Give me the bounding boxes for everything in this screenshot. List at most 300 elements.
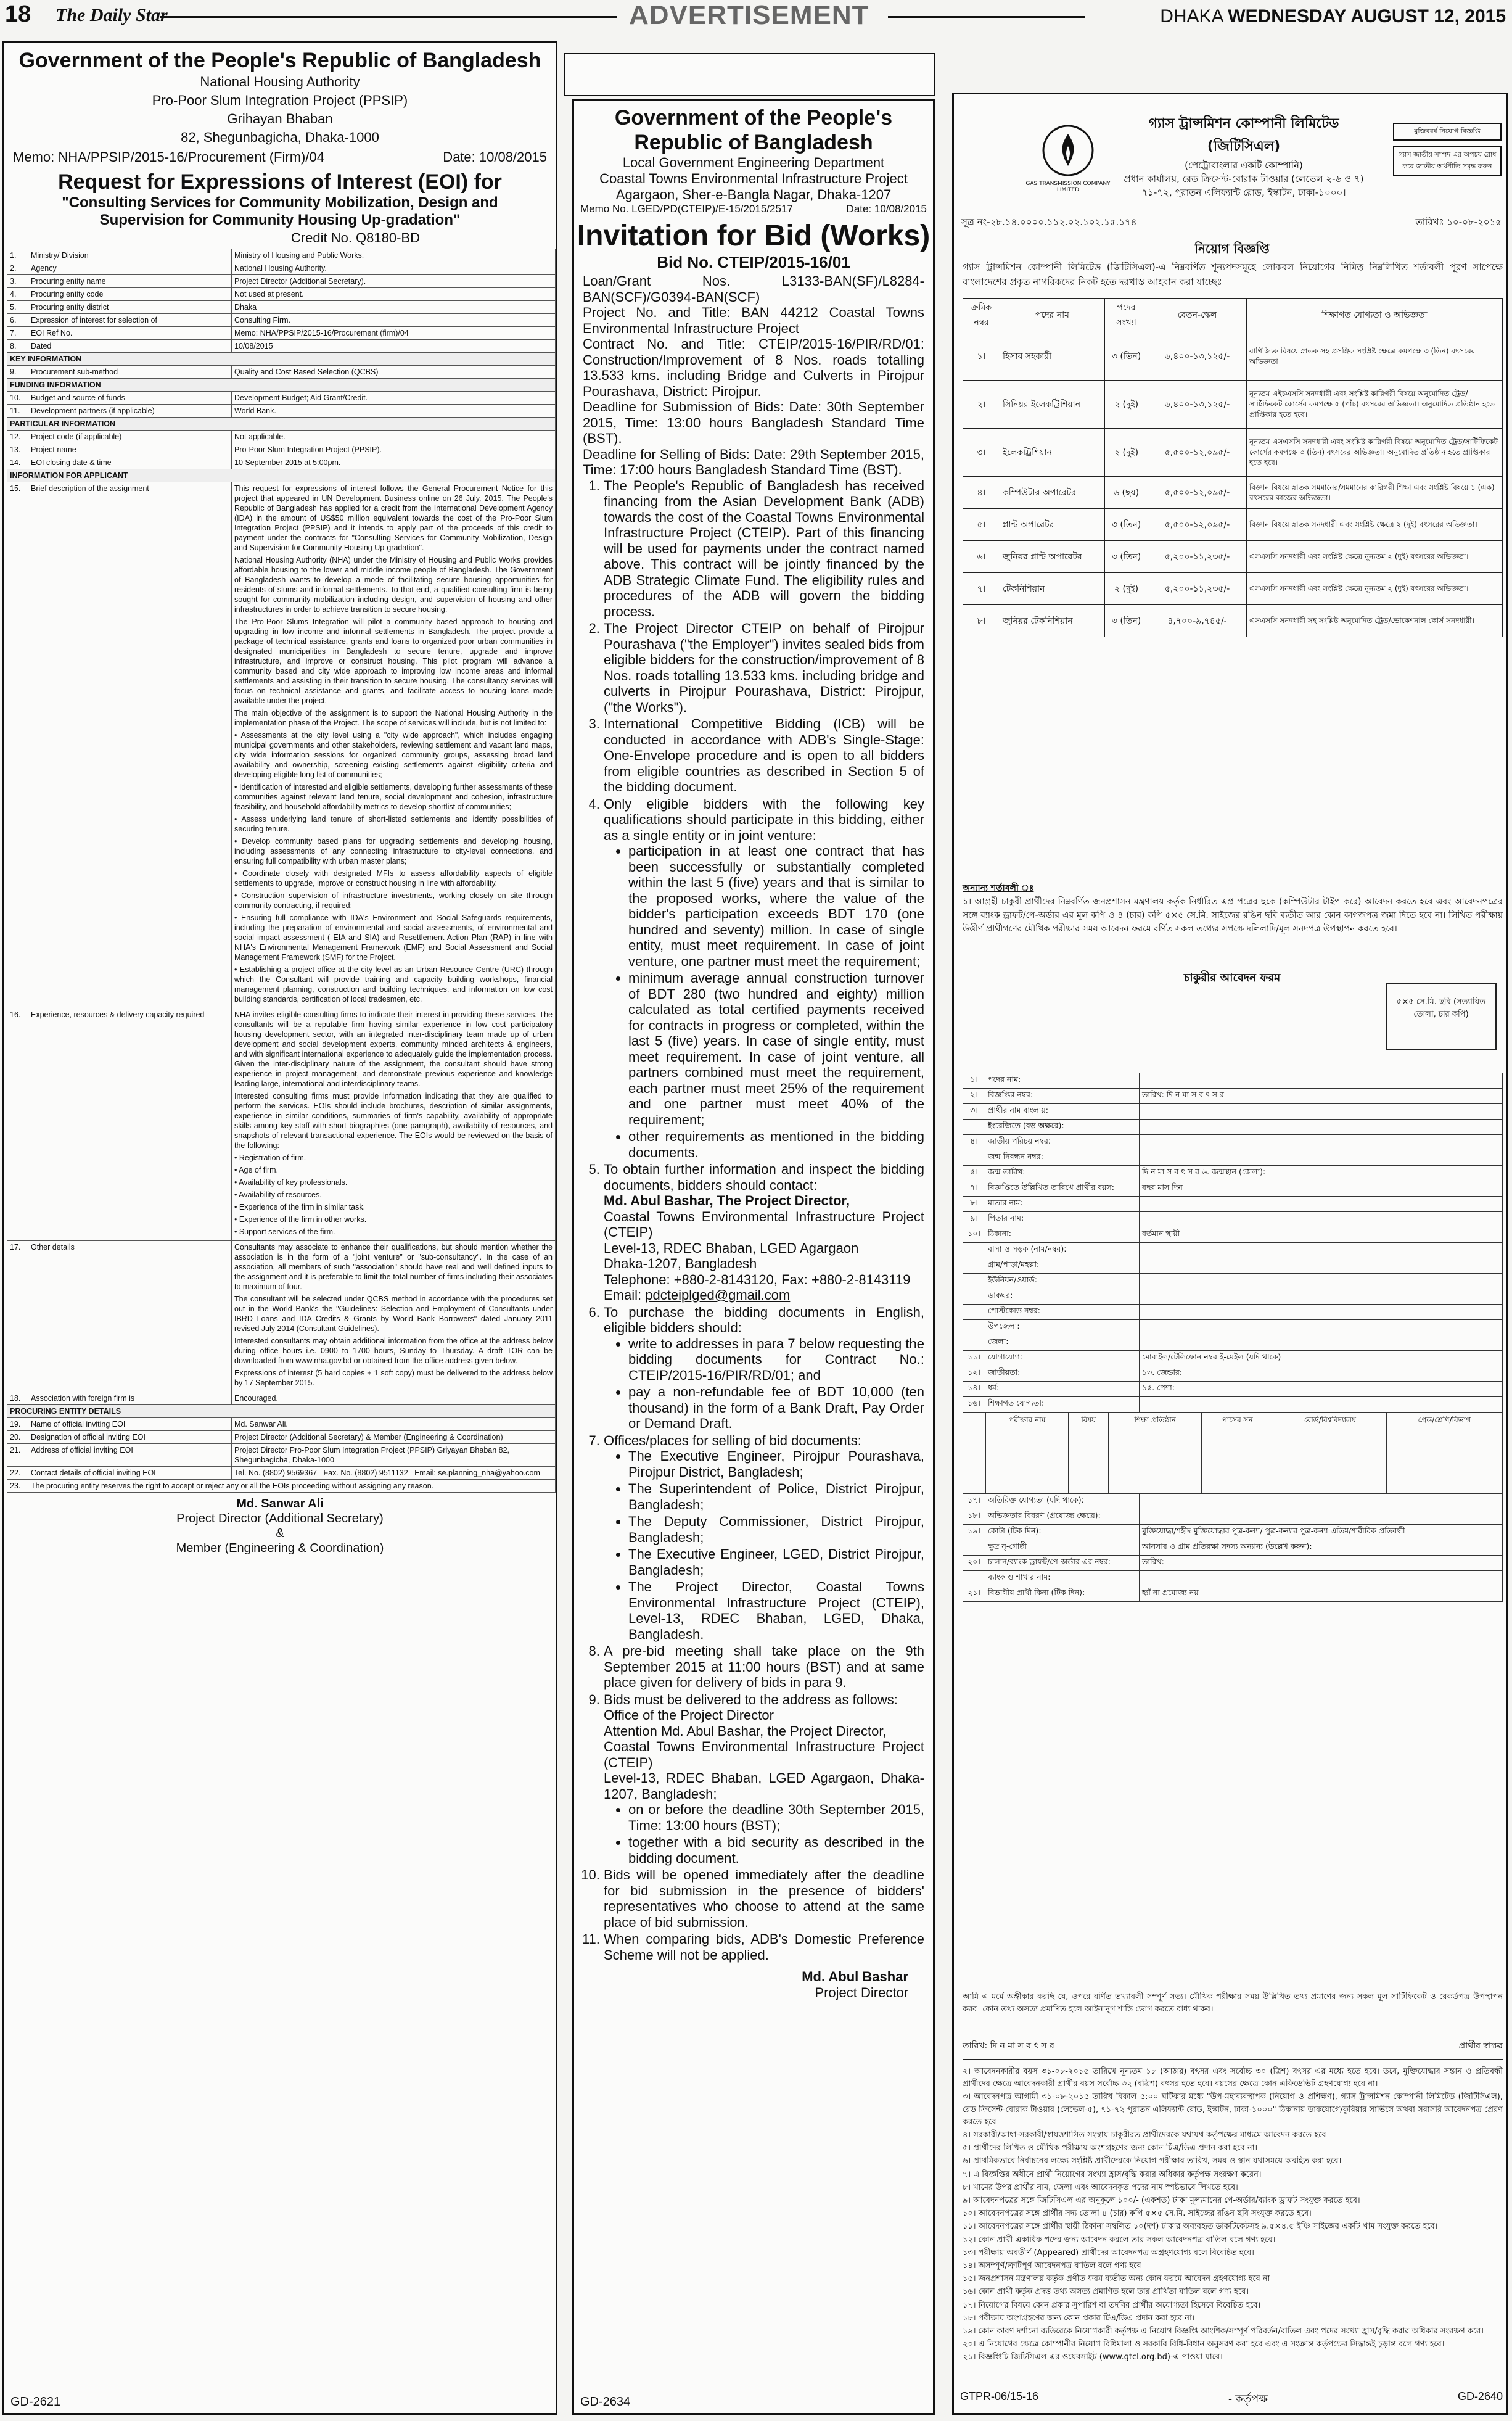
post-serial: ৪।: [963, 477, 1000, 509]
form-row-field[interactable]: [1140, 1509, 1503, 1525]
form-row-field[interactable]: বছর মাস দিন: [1140, 1181, 1503, 1197]
post-qualification: এসএসসি সনদধারী এবং সংশ্লিষ্ট ক্ষেত্রে নূন্যতম ২ (দুই) বৎসরের অভিজ্ঞতা।: [1247, 541, 1503, 573]
form-row-label: বিজ্ঞপ্তিতে উল্লিখিত তারিখে প্রার্থীর বয়স:: [985, 1181, 1140, 1197]
ifb-project: Coastal Towns Environmental Infrastructure Project: [599, 171, 908, 186]
eoi-paragraph: • Age of firm.: [234, 1166, 279, 1174]
form-row-number: [963, 1243, 985, 1258]
gtcl-gtpr-code: GTPR-06/15-16: [960, 2390, 1039, 2402]
ifb-qualification-list: [604, 843, 924, 1160]
section-title: ADVERTISEMENT: [629, 0, 869, 30]
post-count: ৬ (ছয়): [1105, 477, 1148, 509]
post-scale: ৫,২০০-১১,২৩৫/-: [1148, 573, 1247, 605]
post-name: কম্পিউটার অপারেটর: [1000, 477, 1105, 509]
form-row-field[interactable]: [1140, 1305, 1503, 1320]
eoi-row-key: Contact details of official inviting EOI: [28, 1467, 232, 1480]
form-row-field[interactable]: [1140, 1135, 1503, 1150]
gtcl-other-conditions: [963, 881, 1503, 936]
form-row-label: জন্ম তারিখ:: [985, 1166, 1140, 1181]
issue-day-date: WEDNESDAY AUGUST 12, 2015: [1228, 6, 1506, 27]
gtcl-term: ৯। আবেদনপত্রের সঙ্গে জিটিসিএল এর অনুকূলে ১০০/- (একশত) টাকা মূল্যমানের পে-অর্ডার/ব্যাংক ড্রাফট সংযুক্ত করতে হবে।: [963, 2196, 1360, 2206]
eoi-row: [7, 340, 556, 353]
form-row-number: ৩।: [963, 1104, 985, 1120]
form-row-number: [963, 1150, 985, 1166]
eoi-paragraph: This request for expressions of interest follows the General Procurement Notice for this project that appeared in UN Development Business online on 26 July, 2015. The People's Republic of Bangladesh has applied for a credit from the International Development Agency (IDA) in the amount of US$50 million equivalent towards the cost of the Pro-Poor Slum Integration Project (PPSIP) and it intends to apply part of the proceeds of this credit to payment under the contracts for "Consulting Services for Community Mobilization, Design and Supervision for Community Housing Up-gradation".: [234, 484, 553, 552]
ifb-deadline-submission: Deadline for Submission of Bids: Date: 30th September 2015, Time: 13:00 hours Bangladesh Standard Time (BST).: [583, 399, 924, 446]
eoi-paragraph: Consultants may associate to enhance their qualifications, but should mention whether the association is in the form of a "joint venture" or "sub-consultancy". In the case of an association, all members of such "association" should have real and well defined inputs to the assignment and it is preferable to limit the total number of firms including their associates to maximum of four.: [234, 1243, 553, 1291]
gtcl-header: [1114, 113, 1373, 199]
eoi-subtitle: "Consulting Services for Community Mobilization, Design and Supervision for Community Housing Up-gradation": [62, 194, 498, 228]
eoi-row: [7, 314, 556, 327]
post-row: [963, 477, 1503, 509]
gtcl-photo-box: ৫×৫ সে.মি. ছবি (সত্যায়িত তোলা, চার কপি): [1386, 983, 1497, 1050]
form-row-field[interactable]: হ্যাঁ না প্রযোজ্য নয়: [1140, 1586, 1503, 1602]
ifb-date: Date: 10/08/2015: [846, 203, 927, 215]
eoi-row-number: 3.: [7, 275, 28, 288]
form-row-label: ইউনিয়ন/ওয়ার্ড:: [985, 1274, 1140, 1289]
eoi-row-key: Procuring entity code: [28, 288, 232, 301]
ifb-gd-code: GD-2634: [580, 2395, 631, 2409]
edu-col-header: পাসের সন: [1202, 1413, 1273, 1429]
form-row-number: ১১।: [963, 1351, 985, 1366]
ifb-loan: Loan/Grant Nos. L3133-BAN(SF)/L8284-BAN(SCF)/G0394-BAN(SCF): [583, 273, 924, 305]
form-row-field[interactable]: [1140, 1197, 1503, 1212]
gtcl-badge-1: মুজিববর্ষ নিয়োগ বিজ্ঞপ্তি: [1393, 123, 1502, 141]
eoi-section-funding: FUNDING INFORMATION: [7, 379, 556, 392]
gtcl-badge-2: গ্যাস জাতীয় সম্পদ এর অপচয় রোধ করে জাতীয় অর্থনীতি সমৃদ্ধ করুন: [1393, 146, 1502, 176]
eoi-row: [7, 288, 556, 301]
ifb-office-item: • The Deputy Commissioner, District Pirojpur, Bangladesh;: [628, 1514, 924, 1545]
ifb-purchase-item: • write to addresses in para 7 below requesting the bidding documents for Contract No.: CTEIP/2015-16/PIR/RD/01; and: [628, 1336, 924, 1384]
gtcl-term: ১৮। পরীক্ষায় অংশগ্রহণের জন্য কোন প্রকার টিএ/ডিএ প্রদান করা হবে না।: [963, 2313, 1195, 2323]
eoi-email[interactable]: Email: se.planning_nha@yahoo.com: [414, 1469, 540, 1477]
form-row: [963, 1525, 1503, 1540]
page-number: 18: [5, 1, 31, 27]
gtcl-address-1: প্রধান কার্যালয়, রেড ক্রিসেন্ট-বোরাক টাওয়ার (লেভেল ২-৬ ও ৭): [1124, 173, 1364, 184]
eoi-row-value: Quality and Cost Based Selection (QCBS): [232, 366, 556, 379]
form-row-number: ১৯।: [963, 1525, 985, 1540]
eoi-row: [7, 431, 556, 443]
form-row-field[interactable]: [1140, 1397, 1503, 1413]
gtcl-term: ৫। প্রার্থীদের লিখিত ও মৌখিক পরীক্ষায় অংশগ্রহণের জন্য কোন টিএ/ডিএ প্রদান করা হবে না।: [963, 2143, 1258, 2153]
posts-col-count: পদের সংখ্যা: [1105, 299, 1148, 332]
ifb-delivery-address-line: Attention Md. Abul Bashar, the Project Director,: [604, 1723, 887, 1739]
gtcl-term: ২। আবেদনকারীর বয়স ৩১-০৮-২০১৫ তারিখে নূন্যতম ১৮ (আঠার) বৎসর এবং সর্বোচ্চ ৩০ (ত্রিশ) বৎসর এর মধ্যে হতে হবে। তবে, মুক্তিযোদ্ধার সন্তান ও প্রতিবন্ধী প্রার্থীদের ক্ষেত্রে আবেদনকারী প্রার্থীর বয়স সর্বোচ্চ ৩২ (বত্রিশ) বৎসর হতে হবে। বয়সের ক্ষেত্রে কোন এফিডেভিট গ্রহণযোগ্য হবে না।: [963, 2067, 1503, 2089]
gtcl-application-form: [963, 1073, 1503, 1602]
masthead: [0, 0, 1512, 37]
ifb-project-title: Project No. and Title: BAN 44212 Coastal Towns Environmental Infrastructure Project: [583, 305, 924, 336]
form-row-label: অভিজ্ঞতার বিবরণ (প্রযোজ্য ক্ষেত্রে):: [985, 1509, 1140, 1525]
ifb-delivery-address-line: Office of the Project Director: [604, 1707, 774, 1723]
form-row-label: অতিরিক্ত যোগ্যতা (যদি থাকে):: [985, 1494, 1140, 1509]
masthead-rule-left: [160, 16, 617, 18]
form-row-number: [963, 1305, 985, 1320]
form-row-field[interactable]: [1140, 1243, 1503, 1258]
gtcl-term: ১৫। জনপ্রশাসন মন্ত্রণালয় কর্তৃক প্রণীত ফরম ব্যতীত অন্য কোন ফরমে আবেদন গ্রহণযোগ্য হবে না।: [963, 2274, 1273, 2284]
form-row-field[interactable]: ১৫. পেশা:: [1140, 1382, 1503, 1397]
post-serial: ৬।: [963, 541, 1000, 573]
form-row-number: ৯।: [963, 1212, 985, 1227]
eoi-paragraph: NHA invites eligible consulting firms to indicate their interest in providing these services. The consultants will be a reputable firm having similar experience in low cost participatory housing development sector, with an integrated inter-disciplinary team made up of urban development and social development experts, community minded architects & engineers, and with significant international experience to adequately guide the implementation process. Given the inter-disciplinary nature of the assignment, the consultant should have strong experience in project management, and demonstrate previous experience and knowledge leading large, international and interdisciplinary teams.: [234, 1010, 553, 1088]
post-qualification: বাণিজ্যিক বিষয়ে স্নাতক সহ প্রসঙ্গিক সংশ্লিষ্ট ক্ষেত্রে কমপক্ষে ৩ (তিন) বৎসরের অভিজ্ঞতা।: [1247, 332, 1503, 381]
post-row: [963, 541, 1503, 573]
eoi-sign-designation-1: Project Director (Additional Secretary): [176, 1512, 384, 1525]
form-row-field[interactable]: মুক্তিযোদ্ধা/শহীদ মুক্তিযোদ্ধার পুত্র-কন্যা/ পুত্র-কন্যার পুত্র-কন্যা এতিম/শারীরিক প্রতিবন্ধী: [1140, 1525, 1503, 1540]
eoi-row-key: Project code (if applicable): [28, 431, 232, 443]
form-row-number: ২০।: [963, 1556, 985, 1571]
eoi-row-number: 17.: [7, 1241, 28, 1392]
form-row-field[interactable]: তারিখ: দি ন মা স ব ৎ স র: [1140, 1089, 1503, 1104]
edu-header: [986, 1413, 1502, 1429]
post-name: ইলেকট্রিশিয়ান: [1000, 429, 1105, 477]
post-serial: ৭।: [963, 573, 1000, 605]
form-row: [963, 1351, 1503, 1366]
ifb-contact-lines: [604, 1209, 924, 1288]
eoi-paragraph: Interested consulting firms must provide information indicating that they are qualified to perform the services. EOIs should include brochures, description of similar assignments, experience in similar conditions, summaries of firm's capability, availability of appropriate skills among key staff with short biographies (one paragraph), availability of resources, and snapshots of relevant transactional experience. The EOIs would be reviewed on the basis of the following:: [234, 1092, 553, 1150]
gtcl-posts-header: [963, 299, 1503, 332]
gtcl-other-title: অন্যান্য শর্তাবলী ঃ: [963, 883, 1034, 893]
form-row-field[interactable]: [1140, 1258, 1503, 1274]
gtcl-intro: গ্যাস ট্রান্সমিশন কোম্পানী লিমিটেড (জিটিসিএল)-এ নিম্নবর্ণিত শূন্যপদসমূহে লোকবল নিয়োগের নিমিত্ত নিম্নলিখিত শর্তাবলী পূরণ সাপেক্ষে বাংলাদেশের প্রকৃত নাগরিকদের নিকট হতে দরখাস্ত আহবান করা যাচ্ছেঃ: [963, 262, 1503, 287]
eoi-tel: Tel. No. (8802) 9569367: [234, 1469, 318, 1477]
form-row-field[interactable]: [1140, 1104, 1503, 1120]
gtcl-term: ১৬। কোন প্রার্থী কর্তৃক প্রদত্ত তথ্য অসত্য প্রমাণিত হলে তার প্রার্থিতা বাতিল বলে গণ্য হবে।: [963, 2287, 1249, 2297]
form-row-field[interactable]: [1140, 1320, 1503, 1335]
post-name: প্লান্ট অপারেটর: [1000, 509, 1105, 541]
post-qualification: এসএসসি সনদধারী সহ সংশ্লিষ্ট অনুমোদিত ট্রেড/ভোকেশনাল কোর্স সনদধারী।: [1247, 605, 1503, 637]
eoi-other-details: [232, 1241, 556, 1392]
form-row: [963, 1073, 1503, 1089]
gtcl-term: ২০। এ নিয়োগের ক্ষেত্রে কোম্পানীর নিয়োগ বিধিমালা ও সরকারি বিধি-বিধান অনুসরণ করা হবে এবং এ সংক্রান্ত কর্তৃপক্ষের সিদ্ধান্তই চূড়ান্ত বলে গণ্য হবে।: [963, 2340, 1445, 2349]
post-qualification: বিজ্ঞান বিষয়ে স্নাতক সনদধারী এবং সংশ্লিষ্ট ক্ষেত্রে ২ (দুই) বৎসরের অভিজ্ঞতা।: [1247, 509, 1503, 541]
ifb-memo-row: [574, 203, 933, 215]
post-scale: ৪,৭০০-৯,৭৪৫/-: [1148, 605, 1247, 637]
eoi-paragraph: • Experience of the firm in similar task.: [234, 1203, 366, 1211]
gtcl-term: ১৪। অসম্পূর্ণ/ত্রুটিপূর্ণ আবেদনপত্র বাতিল বলে গণ্য হবে।: [963, 2261, 1144, 2271]
eoi-row-number: 10.: [7, 392, 28, 405]
gtcl-term: ৭। এ বিজ্ঞপ্তির অধীনে প্রার্থী নিয়োগের সংখ্যা হ্রাস/বৃদ্ধি করার অধিকার কর্তৃপক্ষ সংরক্ষণ করেন।: [963, 2169, 1262, 2179]
eoi-paragraph: • Assess underlying land tenure of short-listed settlements and identify possibilities of securing tenure.: [234, 815, 553, 833]
eoi-row: [7, 327, 556, 340]
post-name: টেকনিশিয়ান: [1000, 573, 1105, 605]
form-row: [963, 1227, 1503, 1243]
post-count: ২ (দুই): [1105, 381, 1148, 429]
ifb-email-row: [604, 1287, 924, 1303]
gtcl-term: ১৩। পরীক্ষায় অবতীর্ণ (Appeared) প্রার্থীদের আবেদনপত্র অগ্রহণযোগ্য বলে বিবেচিত হবে।: [963, 2248, 1254, 2258]
eoi-row-key: Association with foreign firm is: [28, 1392, 232, 1405]
ifb-clause-4-text: Only eligible bidders with the following key qualifications should participate in this bidding, either as a single entity or in joint venture:: [604, 796, 924, 843]
form-row-label: ধর্ম:: [985, 1382, 1140, 1397]
ifb-header: [574, 101, 933, 203]
form-row: [963, 1509, 1503, 1525]
form-row-number: [963, 1320, 985, 1335]
eoi-row: [7, 275, 556, 288]
eoi-row-15: [7, 482, 556, 1008]
ifb-advertisement: [572, 99, 935, 2415]
eoi-row-number: 2.: [7, 262, 28, 275]
ifb-sign-name: Md. Abul Bashar: [802, 1969, 908, 1984]
ifb-title-block: [574, 219, 933, 272]
form-row: [963, 1397, 1503, 1413]
eoi-section-particular: PARTICULAR INFORMATION: [7, 418, 556, 431]
form-row-field[interactable]: [1140, 1289, 1503, 1305]
gtcl-company: গ্যাস ট্রান্সমিশন কোম্পানী লিমিটেড (জিটিসিএল): [1148, 116, 1339, 154]
edu-col-header: বোর্ড/বিশ্ববিদ্যালয়: [1273, 1413, 1387, 1429]
form-row: [963, 1335, 1503, 1351]
form-row-number: ১৮।: [963, 1509, 985, 1525]
gtcl-logo-caption: GAS TRANSMISSION COMPANY LIMITED: [1025, 181, 1111, 193]
ifb-clause-5-text: To obtain further information and inspect the bidding documents, bidders should contact:: [604, 1161, 924, 1193]
eoi-row: [7, 443, 556, 456]
eoi-experience-description: [232, 1008, 556, 1241]
form-row-label: বিভাগীয় প্রার্থী কিনা (টিক দিন):: [985, 1586, 1140, 1602]
eoi-row-key: EOI closing date & time: [28, 456, 232, 469]
form-row-number: ৫।: [963, 1166, 985, 1181]
eoi-assignment-description: [232, 482, 556, 1008]
form-row-label: ক্ষুদ্র নৃ-গোষ্ঠী: [985, 1540, 1140, 1556]
form-row-field[interactable]: তারিখ:: [1140, 1556, 1503, 1571]
eoi-paragraph: Expressions of interest (5 hard copies + 1 soft copy) must be delivered to the address below by 17 September 2015.: [234, 1369, 553, 1387]
form-row-field[interactable]: [1140, 1571, 1503, 1586]
form-row-field[interactable]: [1140, 1212, 1503, 1227]
gtcl-term: ১৭। নিয়োগের বিষয়ে কোন প্রকার সুপারিশ বা তদবির প্রার্থীর অযোগ্যতা হিসেবে বিবেচিত হবে।: [963, 2300, 1261, 2310]
ifb-clause-10: 10. Bids will be opened immediately after the deadline for bid submission in the presence of bidders' representatives who choose to attend at the same place of bid submission.: [604, 1867, 924, 1930]
form-row: [963, 1104, 1503, 1120]
ifb-title: Invitation for Bid (Works): [577, 220, 931, 252]
ifb-email-label: Email:: [604, 1287, 646, 1303]
form-row-field[interactable]: বর্তমান স্থায়ী: [1140, 1227, 1503, 1243]
form-row: [963, 1166, 1503, 1181]
eoi-row-key: Project name: [28, 443, 232, 456]
form-row: [963, 1120, 1503, 1135]
eoi-credit: Credit No. Q8180-BD: [290, 230, 420, 245]
form-row-label: জন্ম নিবন্ধন নম্বর:: [985, 1150, 1140, 1166]
form-row-field[interactable]: আনসার ও গ্রাম প্রতিরক্ষা সদস্য অন্যান্য (উল্লেখ করুন):: [1140, 1540, 1503, 1556]
eoi-row: [7, 301, 556, 314]
post-count: ৩ (তিন): [1105, 605, 1148, 637]
eoi-sign-ampersand: &: [276, 1527, 284, 1540]
newspaper-name: The Daily Star: [55, 5, 168, 25]
gtcl-sig-date: তারিখ: দি ন মা স ব ৎ স র: [963, 2041, 1054, 2051]
eoi-row-key: Agency: [28, 262, 232, 275]
post-count: ৩ (তিন): [1105, 509, 1148, 541]
form-row-field[interactable]: [1140, 1120, 1503, 1135]
post-qualification: নূন্যতম এইচএসসি সনদধারী এবং সংশ্লিষ্ট কারিগরী বিষয়ে অনুমোদিত ট্রেড/সার্টিফিকেট কোর্সের কমপক্ষে ৫ (পাঁচ) বৎসরের অভিজ্ঞতা। অনুমোদিত প্রতিষ্ঠান হতে প্রাপ্তিকার হতে হবে।: [1247, 381, 1503, 429]
eoi-memo-row: [4, 147, 556, 168]
form-row-label: চালান/ব্যাংক ড্রাফট/পে-অর্ডার এর নম্বর:: [985, 1556, 1140, 1571]
eoi-row-value: Project Director (Additional Secretary).: [232, 275, 556, 288]
ifb-contract: Contract No. and Title: CTEIP/2015-16/PIR/RD/01: Construction/Improvement of 8 Nos. roads totalling 13.533 kms. including Bridge and Culverts in Pirojpur Pourashava, District: Pirojpur.: [583, 336, 924, 399]
eoi-date: Date: 10/08/2015: [443, 149, 547, 165]
gtcl-notice-title: নিয়োগ বিজ্ঞপ্তি: [1194, 241, 1270, 256]
post-row: [963, 381, 1503, 429]
ifb-clause-5: [604, 1161, 924, 1303]
post-count: ৩ (তিন): [1105, 541, 1148, 573]
form-row: [963, 1494, 1503, 1509]
form-row-label: শিক্ষাগত যোগ্যতা:: [985, 1397, 1140, 1413]
eoi-advertisement: [2, 41, 557, 2415]
form-row: [963, 1089, 1503, 1104]
eoi-row-value: Project Director (Additional Secretary) & Member (Engineering & Coordination): [232, 1431, 556, 1444]
form-row: [963, 1150, 1503, 1166]
eoi-row-number: 16.: [7, 1008, 28, 1241]
eoi-row-22: [7, 1467, 556, 1480]
eoi-address: 82, Shegunbagicha, Dhaka-1000: [181, 130, 379, 145]
form-row: [963, 1289, 1503, 1305]
eoi-row-number: 18.: [7, 1392, 28, 1405]
eoi-row-value: World Bank.: [232, 405, 556, 418]
ifb-qualification-item: • minimum average annual construction turnover of BDT 280 (two hundred and eighty) million calculated as total certified payments received for contracts in progress or completed, within the last 5 (five) years. In case of single entity, must meet requirement. In case of joint venture, all partners combined must meet the requirement, each partner must meet 25% of the requirement and one partner must meet 40% of the requirement;: [628, 970, 924, 1128]
form-row-number: ১৪।: [963, 1382, 985, 1397]
ifb-purchase-list: [604, 1336, 924, 1432]
ifb-clause-11: 11. When comparing bids, ADB's Domestic Preference Scheme will not be applied.: [604, 1931, 924, 1963]
eoi-paragraph: • Support services of the firm.: [234, 1227, 335, 1236]
eoi-row-key: Other details: [28, 1241, 232, 1392]
eoi-memo: Memo: NHA/PPSIP/2015-16/Procurement (Firm)/04: [13, 149, 324, 165]
ifb-clause-2: 2. The Project Director CTEIP on behalf of Pirojpur Pourashava ("the Employer") invites sealed bids from eligible bidders for the construction/improvement of 8 Nos. roads totalling 13.533 kms. including bridge and culverts in Pirojpur Pourashava, District: Pirojpur, ("the Works").: [604, 621, 924, 715]
post-name: জুনিয়র প্লান্ট অপারেটর: [1000, 541, 1105, 573]
eoi-row-key: Development partners (if applicable): [28, 405, 232, 418]
form-row-field[interactable]: মোবাইল/টেলিফোন নম্বর ই-মেইল (যদি থাকে): [1140, 1351, 1503, 1366]
post-scale: ৫,৫০০-১২,০৯৫/-: [1148, 477, 1247, 509]
form-row-number: [963, 1571, 985, 1586]
eoi-table: [7, 249, 556, 1493]
eoi-row-key: Dated: [28, 340, 232, 353]
eoi-row: [7, 366, 556, 379]
form-row: [963, 1540, 1503, 1556]
form-row-number: ৪।: [963, 1135, 985, 1150]
eoi-paragraph: • Develop community based plans for upgrading settlements and developing housing, including assessments of any connecting infrastructure to city-level connections, and ensuring full compatibility with urban master plans;: [234, 837, 553, 865]
eoi-government: Government of the People's Republic of Bangladesh: [18, 49, 541, 72]
form-row-number: ১২।: [963, 1366, 985, 1382]
eoi-row-value: 10 September 2015 at 5:00pm.: [232, 456, 556, 469]
form-row-field[interactable]: [1140, 1335, 1503, 1351]
post-count: ২ (দুই): [1105, 429, 1148, 477]
ifb-contact-line: Coastal Towns Environmental Infrastructure Project (CTEIP): [604, 1208, 924, 1240]
eoi-title-block: [4, 170, 556, 229]
ifb-clause-6: [604, 1305, 924, 1432]
eoi-paragraph: • Availability of resources.: [234, 1190, 322, 1199]
gtcl-sig-label: প্রার্থীর স্বাক্ষর: [1458, 2041, 1503, 2051]
form-row-number: [963, 1274, 985, 1289]
eoi-row: [7, 249, 556, 262]
form-row: [963, 1571, 1503, 1586]
form-row-number: [963, 1289, 985, 1305]
eoi-row-number: 22.: [7, 1467, 28, 1480]
form-row-field[interactable]: [1140, 1073, 1503, 1089]
gtcl-terms: [963, 2066, 1503, 2365]
eoi-row-value: Development Budget; Aid Grant/Credit.: [232, 392, 556, 405]
form-row-field[interactable]: দি ন মা স ব ৎ স র ৬. জন্মস্থান (জেলা):: [1140, 1166, 1503, 1181]
eoi-row-key: Name of official inviting EOI: [28, 1418, 232, 1431]
eoi-row-key: Ministry/ Division: [28, 249, 232, 262]
form-row: [963, 1305, 1503, 1320]
gtcl-address-2: ৭১-৭২, পুরাতন এলিফ্যান্ট রোড, ইস্কাটন, ঢাকা-১০০০।: [1141, 187, 1346, 198]
eoi-row-value: Dhaka: [232, 301, 556, 314]
post-scale: ৬,৪০০-১৩,১২৫/-: [1148, 332, 1247, 381]
gtcl-term: ১২। কোন প্রার্থী একাধিক পদের জন্য আবেদন করলে তার সকল আবেদনপত্র বাতিল বলে গণ্য হবে।: [963, 2235, 1276, 2245]
gtcl-term: ২১। বিজ্ঞপ্তিটি জিটিসিএল এর ওয়েবসাইট (www.gtcl.org.bd)-এ পাওয়া যাবে।: [963, 2353, 1223, 2362]
eoi-paragraph: The Pro-Poor Slums Integration will pilot a community based approach to housing and upgrading in low income and informal settlements in Bangladesh. The project provide a package of technical assistance, grants and loans to organized poor urban communities in designated municipalities in Bangladesh to secure tenure, upgrade and improve infrastructure, and improve or construct housing. This pilot program will advance a community based and city wide approach to improving low income areas and informal settlements and assisting in their transition to secure housing. The consultancy services will focus on technical assistance and grants, and facilitate access to housing loans made available under the project.: [234, 617, 553, 705]
form-row-label: গ্রাম/পাড়া/মহল্লা:: [985, 1258, 1140, 1274]
eoi-row-number: 9.: [7, 366, 28, 379]
post-serial: ২।: [963, 381, 1000, 429]
ifb-clause-8: 8. A pre-bid meeting shall take place on the 9th September 2015 at 11:00 hours (BST) and at same place given for delivery of bids in para 9.: [604, 1643, 924, 1691]
ifb-signature: [574, 1969, 933, 2001]
post-scale: ৫,২০০-১১,২৩৫/-: [1148, 541, 1247, 573]
edu-col-header: বিষয়: [1069, 1413, 1109, 1429]
eoi-row: [7, 456, 556, 469]
ifb-email-link[interactable]: pdcteiplged@gmail.com: [645, 1287, 791, 1303]
eoi-paragraph: • Assessments at the city level using a "city wide approach", which includes engaging municipal governments and other stakeholders, reviewing settlement and vacant land maps, city wide information sessions for organized community groups, assessing broad land availability and ownership, screening existing settlements against eligibility criteria and developing eligible long list of communities;: [234, 731, 553, 779]
posts-col-name: পদের নাম: [1000, 299, 1105, 332]
ifb-body: [574, 272, 933, 1963]
ifb-qualification-item: • other requirements as mentioned in the bidding documents.: [628, 1129, 924, 1160]
form-row-field[interactable]: [1140, 1274, 1503, 1289]
eoi-header: [4, 43, 556, 147]
gtcl-authority: - কর্তৃপক্ষ: [1228, 2393, 1268, 2405]
form-row: [963, 1212, 1503, 1227]
form-row: [963, 1258, 1503, 1274]
edu-col-header: শিক্ষা প্রতিষ্ঠান: [1109, 1413, 1202, 1429]
ifb-office-item: • The Executive Engineer, LGED, District Pirojpur, Bangladesh;: [628, 1546, 924, 1578]
eoi-paragraph: • Ensuring full compliance with IDA's Environment and Social Safeguards requirements, including the preparation of environmental and social assessments, of environmental and social impact assessment ( EIA and SIA) and Resettlement Action Plan (RAP) in line with NHA's Environmental Management Framework (EMF) and Social Assessment and Social Management Framework (SMF) for the Project.: [234, 914, 553, 962]
eoi-row-value: Not used at present.: [232, 288, 556, 301]
form-row-field[interactable]: [1140, 1150, 1503, 1166]
form-row-field[interactable]: ১৩. জেন্ডার:: [1140, 1366, 1503, 1382]
eoi-row-number: 7.: [7, 327, 28, 340]
eoi-reservation: The procuring entity reserves the right to accept or reject any or all the EOIs proceeding without assigning any reason.: [28, 1480, 556, 1493]
form-row-field[interactable]: [1140, 1494, 1503, 1509]
gtcl-term: ৮। খামের উপর প্রার্থীর নাম, জেলা এবং আবেদনকৃত পদের নাম স্পষ্টভাবে লিখতে হবে।: [963, 2182, 1238, 2192]
eoi-row-number: 15.: [7, 482, 28, 1008]
edu-col-header: গ্রেড/শ্রেণি/বিভাগ: [1387, 1413, 1502, 1429]
gtcl-declaration: আমি এ মর্মে অঙ্গীকার করছি যে, ওপরে বর্ণিত তথ্যাবলী সম্পূর্ণ সত্য। মৌখিক পরীক্ষার সময় উল্লিখিত তথ্য প্রমাণের জন্য সকল মূল সার্টিফিকেট ও রেকর্ডপত্র উপস্থাপন করব। কোন তথ্য অসত্য প্রমাণিত হলে আইনানুগ শাস্তি ভোগ করতে বাধ্য থাকব।: [963, 1992, 1503, 2014]
gtcl-reference-date: তারিখঃ ১০-০৮-২০১৫: [1415, 217, 1502, 228]
form-row-label: বিজ্ঞপ্তির নম্বর:: [985, 1089, 1140, 1104]
eoi-row-value: Consulting Firm.: [232, 314, 556, 327]
eoi-row: [7, 1392, 556, 1405]
form-education-table: [985, 1413, 1502, 1493]
eoi-row: [7, 1444, 556, 1467]
ifb-delivery-address-line: Coastal Towns Environmental Infrastructure Project (CTEIP): [604, 1739, 924, 1770]
ifb-office-item: • The Project Director, Coastal Towns Environmental Infrastructure Project (CTEIP), Level-13, RDEC Bhaban, LGED, Dhaka, Bangladesh.: [628, 1579, 924, 1642]
blank-ad-space: [564, 53, 935, 96]
eoi-title: Request for Expressions of Interest (EOI) for: [58, 170, 502, 194]
form-row-label: কোটা (টিক দিন):: [985, 1525, 1140, 1540]
eoi-row-number: 13.: [7, 443, 28, 456]
eoi-row-16: [7, 1008, 556, 1241]
post-serial: ৫।: [963, 509, 1000, 541]
post-row: [963, 332, 1503, 381]
eoi-paragraph: • Coordinate closely with designated MFIs to assess affordability aspects of eligible settlements to upgrade, improve or construct housing in line with affordability.: [234, 869, 553, 888]
edu-col-header: পরীক্ষার নাম: [986, 1413, 1069, 1429]
ifb-address: Agargaon, Sher-e-Bangla Nagar, Dhaka-1207: [615, 187, 892, 202]
ifb-contact-line: Level-13, RDEC Bhaban, LGED Agargaon: [604, 1240, 859, 1256]
form-row-number: [963, 1540, 985, 1556]
eoi-row-key: Brief description of the assignment: [28, 482, 232, 1008]
eoi-row-value: National Housing Authority.: [232, 262, 556, 275]
eoi-row-number: 1.: [7, 249, 28, 262]
form-row-label: জাতীয়তা:: [985, 1366, 1140, 1382]
post-scale: ৬,৪০০-১৩,১২৫/-: [1148, 381, 1247, 429]
post-name: জুনিয়র টেকনিশিয়ান: [1000, 605, 1105, 637]
ifb-qualification-item: • participation in at least one contract that has been successfully or substantially completed within the last 5 (five) years and that is similar to the proposed works, where the value of the bidder's participation exceeds BDT 170 (one hundred and seventy) million. In case of single entity, must meet requirement. In case of joint venture, one partner must meet the requirement;: [628, 843, 924, 969]
form-row-label: বাসা ও সড়ক (নাম/নম্বর):: [985, 1243, 1140, 1258]
eoi-paragraph: • Registration of firm.: [234, 1153, 306, 1162]
eoi-row-number: 19.: [7, 1418, 28, 1431]
post-qualification: বিজ্ঞান বিষয়ে স্নাতক সমমানের/সমমানের কারিগরী শিক্ষা এবং সংশ্লিষ্ট বিষয়ে ১ (এক) বৎসরের কাজের অভিজ্ঞতা।: [1247, 477, 1503, 509]
eoi-paragraph: • Identification of interested and eligible settlements, developing further assessments of these communities against relevant land tenure, social development and cohesion, infrastructure feasibility, and household affordability metrics to develop shortlist of communities;: [234, 783, 553, 811]
